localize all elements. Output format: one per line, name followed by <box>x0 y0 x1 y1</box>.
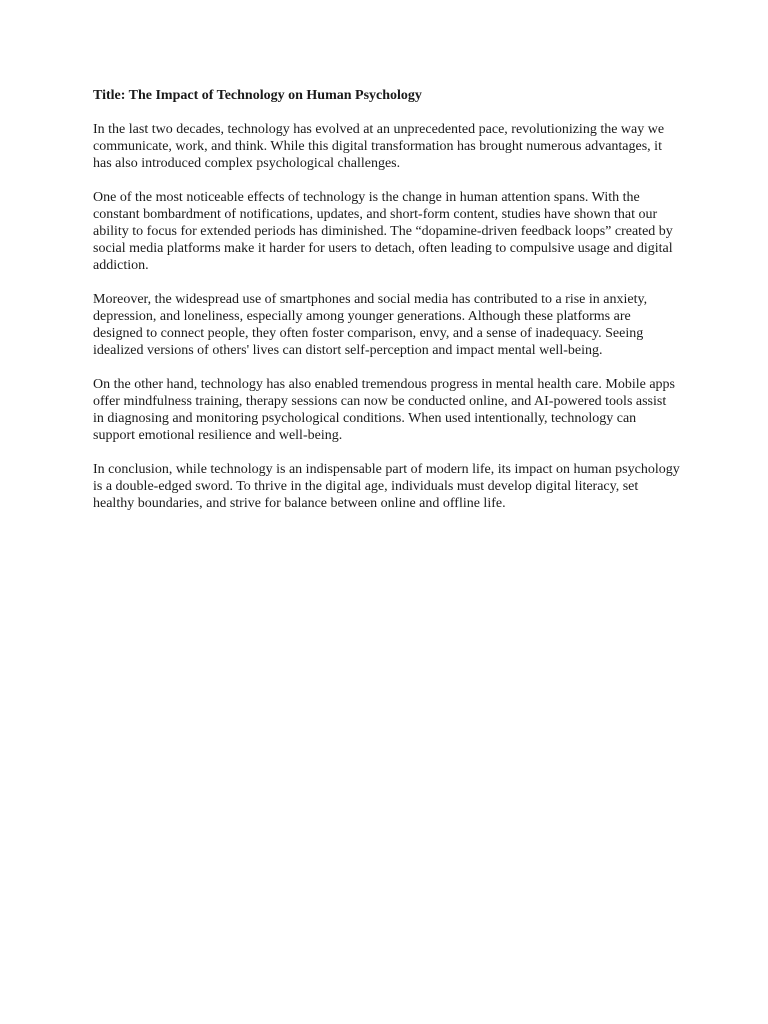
paragraph-conclusion: In conclusion, while technology is an indispensable part of modern life, its impact on human psychology is a double-edged sword. To thrive in the digital age, individuals must develop digital literacy, set healthy boundaries, and strive for balance between online and offline life. <box>93 462 680 511</box>
paragraph-attention-spans: One of the most noticeable effects of technology is the change in human attention spans. With the constant bombardment of notifications, updates, and short-form content, studies have shown that our ability to focus for extended periods has diminished. The “dopamine-driven feedback loops” created by social media platforms make it harder for users to detach, often leading to compulsive usage and digital addiction. <box>93 190 673 273</box>
paragraph-mental-health-effects: Moreover, the widespread use of smartphones and social media has contributed to a rise in anxiety, depression, and loneliness, especially among younger generations. Although these platforms are designed to connect people, they often foster comparison, envy, and a sense of inadequacy. Seeing idealized versions of others' lives can distort self-perception and impact mental well-being. <box>93 292 648 358</box>
document-title: Title: The Impact of Technology on Human Psychology <box>93 88 422 103</box>
paragraph-mental-health-progress: On the other hand, technology has also enabled tremendous progress in mental health care. Mobile apps offer mindfulness training, therapy sessions can now be conducted online, and AI-powered tools assist in diagnosing and monitoring psychological conditions. When used intentionally, technology can support emotional resilience and well-being. <box>93 377 675 443</box>
paragraph-introduction: In the last two decades, technology has evolved at an unprecedented pace, revolutionizing the way we communicate, work, and think. While this digital transformation has brought numerous advantages, it has also introduced complex psychological challenges. <box>93 122 665 171</box>
